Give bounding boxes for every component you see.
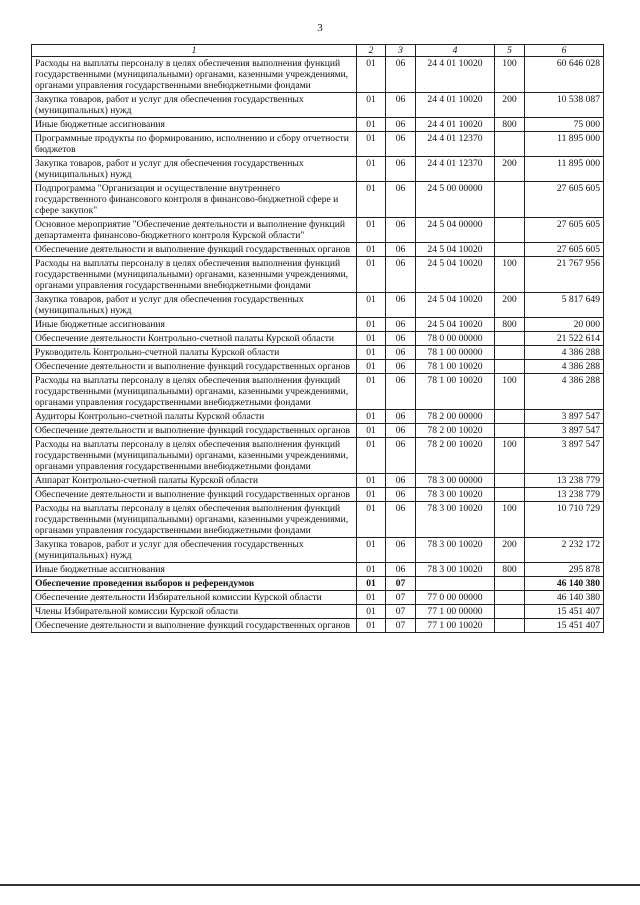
page-number: 3 [317, 22, 323, 34]
table-row [32, 332, 604, 346]
row-amount-cell: 3 897 547 [525, 410, 604, 424]
row-name-cell: Расходы на выплаты персоналу в целях обеспечения выполнения функций государственными (муниципальными) органами, казенными учреждениями, органами управления государственными внебюджетными фондами [32, 502, 357, 538]
row-expense-type-cell: 100 [495, 257, 525, 293]
row-target-article-cell: 78 3 00 00000 [416, 474, 495, 488]
row-expense-type-cell [495, 488, 525, 502]
row-name-cell: Обеспечение деятельности и выполнение функций государственных органов [32, 488, 357, 502]
row-target-article-cell: 78 2 00 10020 [416, 424, 495, 438]
row-section-cell: 01 [357, 157, 386, 182]
row-target-article-cell: 24 4 01 12370 [416, 132, 495, 157]
row-subsection-cell: 07 [386, 605, 416, 619]
row-target-article-cell: 78 2 00 00000 [416, 410, 495, 424]
row-section-cell: 01 [357, 346, 386, 360]
row-expense-type-cell: 100 [495, 502, 525, 538]
table-row [32, 577, 604, 591]
row-name-cell: Руководитель Контрольно-счетной палаты Курской области [32, 346, 357, 360]
row-expense-type-cell [495, 182, 525, 218]
row-subsection-cell: 06 [386, 157, 416, 182]
table-row [32, 538, 604, 563]
row-expense-type-cell: 200 [495, 93, 525, 118]
row-expense-type-cell [495, 346, 525, 360]
row-amount-cell: 4 386 288 [525, 360, 604, 374]
row-subsection-cell: 06 [386, 410, 416, 424]
row-section-cell: 01 [357, 605, 386, 619]
table-row [32, 243, 604, 257]
row-subsection-cell: 06 [386, 118, 416, 132]
row-amount-cell: 13 238 779 [525, 474, 604, 488]
row-name-cell: Обеспечение деятельности Контрольно-счетной палаты Курской области [32, 332, 357, 346]
row-subsection-cell: 06 [386, 488, 416, 502]
row-subsection-cell: 06 [386, 318, 416, 332]
table-row [32, 257, 604, 293]
row-name-cell: Члены Избирательной комиссии Курской области [32, 605, 357, 619]
table-row [32, 410, 604, 424]
row-name-cell: Обеспечение деятельности и выполнение функций государственных органов [32, 243, 357, 257]
row-section-cell: 01 [357, 374, 386, 410]
row-expense-type-cell [495, 591, 525, 605]
table-row [32, 563, 604, 577]
row-section-cell: 01 [357, 93, 386, 118]
row-expense-type-cell [495, 619, 525, 633]
row-name-cell: Расходы на выплаты персоналу в целях обеспечения выполнения функций государственными (муниципальными) органами, казенными учреждениями, органами управления государственными внебюджетными фондами [32, 57, 357, 93]
row-amount-cell: 3 897 547 [525, 424, 604, 438]
row-expense-type-cell [495, 605, 525, 619]
row-expense-type-cell [495, 332, 525, 346]
row-target-article-cell: 78 3 00 10020 [416, 488, 495, 502]
row-subsection-cell: 06 [386, 257, 416, 293]
row-section-cell: 01 [357, 218, 386, 243]
row-section-cell: 01 [357, 257, 386, 293]
row-target-article-cell: 78 3 00 10020 [416, 538, 495, 563]
table-row [32, 488, 604, 502]
row-expense-type-cell: 200 [495, 293, 525, 318]
row-amount-cell: 2 232 172 [525, 538, 604, 563]
row-name-cell: Обеспечение проведения выборов и референдумов [32, 577, 357, 591]
row-expense-type-cell [495, 360, 525, 374]
row-amount-cell: 21 522 614 [525, 332, 604, 346]
row-target-article-cell [416, 577, 495, 591]
row-name-cell: Обеспечение деятельности и выполнение функций государственных органов [32, 360, 357, 374]
table-row [32, 605, 604, 619]
row-expense-type-cell: 800 [495, 118, 525, 132]
row-amount-cell: 4 386 288 [525, 374, 604, 410]
row-subsection-cell: 06 [386, 474, 416, 488]
row-target-article-cell: 24 4 01 12370 [416, 157, 495, 182]
table-row [32, 474, 604, 488]
row-amount-cell: 11 895 000 [525, 157, 604, 182]
table-row [32, 619, 604, 633]
row-expense-type-cell [495, 410, 525, 424]
row-target-article-cell: 77 0 00 00000 [416, 591, 495, 605]
table-row [32, 438, 604, 474]
row-subsection-cell: 06 [386, 243, 416, 257]
row-subsection-cell: 07 [386, 577, 416, 591]
row-name-cell: Расходы на выплаты персоналу в целях обеспечения выполнения функций государственными (муниципальными) органами, казенными учреждениями, органами управления государственными внебюджетными фондами [32, 438, 357, 474]
row-section-cell: 01 [357, 118, 386, 132]
row-section-cell: 01 [357, 318, 386, 332]
row-name-cell: Основное мероприятие "Обеспечение деятельности и выполнение функций департамента финансово-бюджетного контроля Курской области" [32, 218, 357, 243]
row-section-cell: 01 [357, 410, 386, 424]
table-row [32, 57, 604, 93]
table-row [32, 591, 604, 605]
row-subsection-cell: 06 [386, 374, 416, 410]
row-subsection-cell: 06 [386, 293, 416, 318]
budget-table [31, 44, 604, 633]
row-subsection-cell: 06 [386, 538, 416, 563]
row-name-cell: Закупка товаров, работ и услуг для обеспечения государственных (муниципальных) нужд [32, 93, 357, 118]
row-target-article-cell: 24 5 04 00000 [416, 218, 495, 243]
row-subsection-cell: 06 [386, 360, 416, 374]
header-col-3: 3 [386, 45, 416, 57]
row-expense-type-cell [495, 424, 525, 438]
row-target-article-cell: 24 5 04 10020 [416, 243, 495, 257]
row-name-cell: Аудиторы Контрольно-счетной палаты Курской области [32, 410, 357, 424]
table-row [32, 293, 604, 318]
row-name-cell: Расходы на выплаты персоналу в целях обеспечения выполнения функций государственными (муниципальными) органами, казенными учреждениями, органами управления государственными внебюджетными фондами [32, 257, 357, 293]
row-expense-type-cell: 800 [495, 318, 525, 332]
row-subsection-cell: 06 [386, 346, 416, 360]
row-expense-type-cell [495, 132, 525, 157]
row-section-cell: 01 [357, 474, 386, 488]
row-name-cell: Подпрограмма "Организация и осуществление внутреннего государственного финансового контроля в финансово-бюджетной сфере и сфере закупок" [32, 182, 357, 218]
row-name-cell: Программные продукты по формированию, исполнению и сбору отчетности бюджетов [32, 132, 357, 157]
row-amount-cell: 3 897 547 [525, 438, 604, 474]
row-target-article-cell: 78 3 00 10020 [416, 502, 495, 538]
table-row [32, 374, 604, 410]
row-subsection-cell: 06 [386, 563, 416, 577]
row-section-cell: 01 [357, 488, 386, 502]
row-target-article-cell: 78 1 00 10020 [416, 374, 495, 410]
row-target-article-cell: 24 5 04 10020 [416, 293, 495, 318]
row-target-article-cell: 24 5 04 10020 [416, 257, 495, 293]
row-section-cell: 01 [357, 424, 386, 438]
row-amount-cell: 21 767 956 [525, 257, 604, 293]
table-row [32, 93, 604, 118]
row-target-article-cell: 78 0 00 00000 [416, 332, 495, 346]
row-amount-cell: 15 451 407 [525, 619, 604, 633]
row-amount-cell: 46 140 380 [525, 577, 604, 591]
row-subsection-cell: 07 [386, 619, 416, 633]
row-subsection-cell: 06 [386, 218, 416, 243]
row-name-cell: Аппарат Контрольно-счетной палаты Курской области [32, 474, 357, 488]
row-section-cell: 01 [357, 182, 386, 218]
row-name-cell: Закупка товаров, работ и услуг для обеспечения государственных (муниципальных) нужд [32, 538, 357, 563]
row-target-article-cell: 78 2 00 10020 [416, 438, 495, 474]
row-amount-cell: 27 605 605 [525, 243, 604, 257]
row-name-cell: Обеспечение деятельности и выполнение функций государственных органов [32, 424, 357, 438]
row-target-article-cell: 24 4 01 10020 [416, 93, 495, 118]
row-section-cell: 01 [357, 619, 386, 633]
row-section-cell: 01 [357, 538, 386, 563]
row-subsection-cell: 06 [386, 93, 416, 118]
table-row [32, 346, 604, 360]
row-target-article-cell: 78 3 00 10020 [416, 563, 495, 577]
row-amount-cell: 13 238 779 [525, 488, 604, 502]
row-target-article-cell: 78 1 00 00000 [416, 346, 495, 360]
row-amount-cell: 10 710 729 [525, 502, 604, 538]
row-subsection-cell: 06 [386, 182, 416, 218]
row-subsection-cell: 06 [386, 502, 416, 538]
table-row [32, 424, 604, 438]
row-section-cell: 01 [357, 293, 386, 318]
row-section-cell: 01 [357, 563, 386, 577]
row-section-cell: 01 [357, 332, 386, 346]
table-row [32, 182, 604, 218]
row-amount-cell: 15 451 407 [525, 605, 604, 619]
row-amount-cell: 27 605 605 [525, 218, 604, 243]
table-body [32, 57, 604, 633]
row-target-article-cell: 24 4 01 10020 [416, 118, 495, 132]
row-expense-type-cell [495, 577, 525, 591]
header-col-5: 5 [495, 45, 525, 57]
bottom-rule [0, 884, 640, 886]
table-row [32, 218, 604, 243]
header-col-4: 4 [416, 45, 495, 57]
row-expense-type-cell: 800 [495, 563, 525, 577]
row-subsection-cell: 06 [386, 57, 416, 93]
row-expense-type-cell: 100 [495, 57, 525, 93]
row-amount-cell: 10 538 087 [525, 93, 604, 118]
table-row [32, 318, 604, 332]
row-subsection-cell: 07 [386, 591, 416, 605]
row-subsection-cell: 06 [386, 438, 416, 474]
row-expense-type-cell: 100 [495, 438, 525, 474]
row-section-cell: 01 [357, 577, 386, 591]
row-section-cell: 01 [357, 132, 386, 157]
row-expense-type-cell: 200 [495, 157, 525, 182]
row-section-cell: 01 [357, 360, 386, 374]
row-name-cell: Обеспечение деятельности и выполнение функций государственных органов [32, 619, 357, 633]
row-amount-cell: 46 140 380 [525, 591, 604, 605]
row-name-cell: Обеспечение деятельности Избирательной комиссии Курской области [32, 591, 357, 605]
row-expense-type-cell [495, 243, 525, 257]
row-section-cell: 01 [357, 243, 386, 257]
row-target-article-cell: 24 5 04 10020 [416, 318, 495, 332]
row-name-cell: Расходы на выплаты персоналу в целях обеспечения выполнения функций государственными (муниципальными) органами, казенными учреждениями, органами управления государственными внебюджетными фондами [32, 374, 357, 410]
row-target-article-cell: 24 5 00 00000 [416, 182, 495, 218]
row-name-cell: Закупка товаров, работ и услуг для обеспечения государственных (муниципальных) нужд [32, 293, 357, 318]
row-target-article-cell: 77 1 00 00000 [416, 605, 495, 619]
header-row [32, 45, 604, 57]
row-name-cell: Закупка товаров, работ и услуг для обеспечения государственных (муниципальных) нужд [32, 157, 357, 182]
row-amount-cell: 75 000 [525, 118, 604, 132]
row-amount-cell: 20 000 [525, 318, 604, 332]
table-row [32, 157, 604, 182]
table-row [32, 360, 604, 374]
row-expense-type-cell: 100 [495, 374, 525, 410]
row-section-cell: 01 [357, 502, 386, 538]
row-amount-cell: 60 646 028 [525, 57, 604, 93]
table-row [32, 132, 604, 157]
row-target-article-cell: 78 1 00 10020 [416, 360, 495, 374]
row-section-cell: 01 [357, 438, 386, 474]
header-col-1: 1 [32, 45, 357, 57]
row-expense-type-cell: 200 [495, 538, 525, 563]
row-expense-type-cell [495, 474, 525, 488]
row-subsection-cell: 06 [386, 332, 416, 346]
row-target-article-cell: 77 1 00 10020 [416, 619, 495, 633]
row-name-cell: Иные бюджетные ассигнования [32, 563, 357, 577]
row-section-cell: 01 [357, 57, 386, 93]
table-row [32, 502, 604, 538]
row-name-cell: Иные бюджетные ассигнования [32, 318, 357, 332]
row-amount-cell: 295 878 [525, 563, 604, 577]
row-subsection-cell: 06 [386, 424, 416, 438]
header-col-6: 6 [525, 45, 604, 57]
row-expense-type-cell [495, 218, 525, 243]
row-amount-cell: 27 605 605 [525, 182, 604, 218]
row-name-cell: Иные бюджетные ассигнования [32, 118, 357, 132]
row-amount-cell: 11 895 000 [525, 132, 604, 157]
row-target-article-cell: 24 4 01 10020 [416, 57, 495, 93]
row-amount-cell: 4 386 288 [525, 346, 604, 360]
table-row [32, 118, 604, 132]
row-amount-cell: 5 817 649 [525, 293, 604, 318]
header-col-2: 2 [357, 45, 386, 57]
row-section-cell: 01 [357, 591, 386, 605]
row-subsection-cell: 06 [386, 132, 416, 157]
